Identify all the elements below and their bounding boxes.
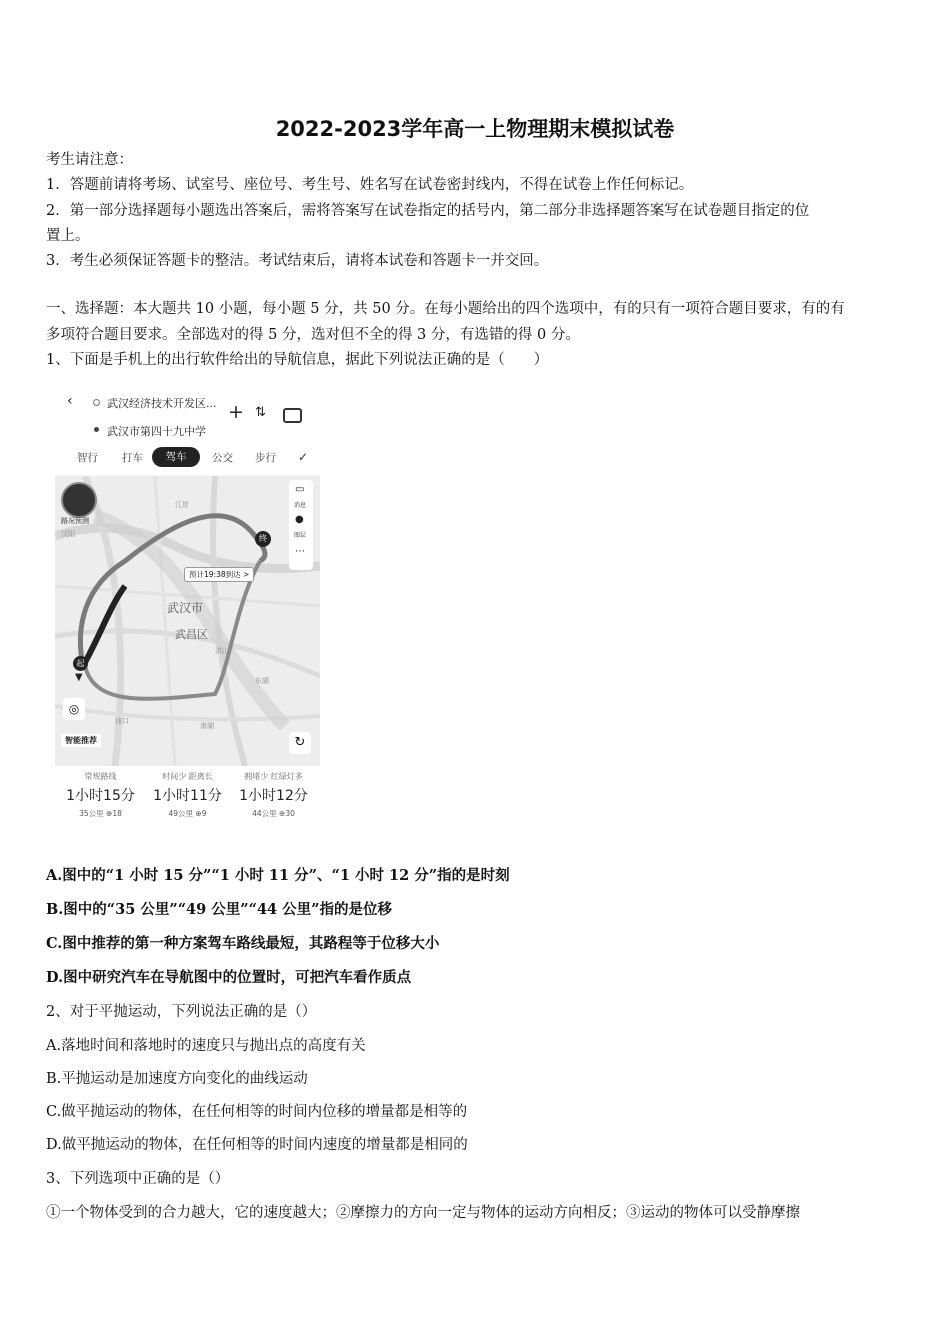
layer-label: 图层 xyxy=(294,532,307,539)
origin-dot-icon xyxy=(93,399,100,406)
route-options xyxy=(55,766,320,827)
question-2-option-d: D.做平抛运动的物体，在任何相等的时间内速度的增量都是相同的 xyxy=(46,1137,468,1153)
question-2-option-a: A.落地时间和落地时的速度只与抛出点的高度有关 xyxy=(46,1038,366,1054)
route-input-panel xyxy=(55,383,320,475)
route-option-distance: 44公里 ⊕30 xyxy=(252,809,295,818)
route-option-distance: 35公里 ⊕18 xyxy=(79,809,122,818)
back-icon: ‹ xyxy=(67,393,73,409)
district-label: 武昌区 xyxy=(175,628,208,641)
notice-item-1: 1．答题前请将考场、试室号、座位号、考生号、姓名写在试卷密封线内，不得在试卷上作任何标记。 xyxy=(46,177,694,193)
tab-smart: 智行 xyxy=(77,452,98,464)
tab-bus: 公交 xyxy=(212,452,233,464)
section-1-line-1: 一、选择题：本大题共 10 小题，每小题 5 分，共 50 分。在每小题给出的四个选项中，有的只有一项符合题目要求，有的有 xyxy=(46,301,845,317)
route-option-2 xyxy=(145,771,230,819)
destination-field: 武汉市第四十九中学 xyxy=(107,425,206,438)
question-2-stem: 2、对于平抛运动，下列说法正确的是（） xyxy=(46,1004,317,1020)
message-label: 消息 xyxy=(294,502,307,509)
question-1-option-b: B.图中的“35 公里”“49 公里”“44 公里”指的是位移 xyxy=(46,901,393,918)
tab-drive: 驾车 xyxy=(152,447,200,467)
speedometer-icon xyxy=(61,482,97,518)
swap-icon: ⇅ xyxy=(255,405,266,420)
area-label-6: 南湖 xyxy=(200,722,214,730)
route-option-tag: 常规路线 xyxy=(84,772,117,781)
route-option-1 xyxy=(58,771,143,819)
navigation-app-screenshot xyxy=(55,383,320,827)
area-label-2: 江岸 xyxy=(175,501,189,509)
page-title: 2022-2023学年高一上物理期末模拟试卷 xyxy=(275,117,675,141)
notice-item-2-line-2: 置上。 xyxy=(46,228,90,244)
message-icon: ▭ xyxy=(295,484,305,495)
travel-mode-tabs xyxy=(55,450,320,474)
eta-bubble: 预计19:38到达 > xyxy=(184,567,254,582)
traffic-forecast-label: 路况预测 xyxy=(61,517,89,525)
check-icon: ✓ xyxy=(298,450,309,464)
area-label-1: 汉阳 xyxy=(61,530,75,538)
route-option-time: 1小时15分 xyxy=(66,788,135,804)
question-1-stem: 1、下面是手机上的出行软件给出的导航信息，据此下列说法正确的是（ ） xyxy=(46,352,549,368)
smart-recommend-label: 智能推荐 xyxy=(61,734,101,747)
destination-dot-icon xyxy=(94,427,99,432)
locate-icon: ◎ xyxy=(63,698,85,720)
city-label: 武汉市 xyxy=(167,601,204,615)
area-label-4: 沌口 xyxy=(115,717,129,725)
question-2-option-b: B.平抛运动是加速度方向变化的曲线运动 xyxy=(46,1071,308,1087)
layer-icon: ● xyxy=(295,514,304,525)
end-marker: 终 xyxy=(255,531,271,547)
notice-item-3: 3．考生必须保证答题卡的整洁。考试结束后，请将本试卷和答题卡一并交回。 xyxy=(46,253,549,269)
origin-field: 武汉经济技术开发区... xyxy=(107,397,217,410)
question-1-option-d: D.图中研究汽车在导航图中的位置时，可把汽车看作质点 xyxy=(46,969,412,986)
section-1-line-2: 多项符合题目要求。全部选对的得 5 分，选对但不全的得 3 分，有选错的得 0 分。 xyxy=(46,327,580,343)
route-option-time: 1小时12分 xyxy=(239,788,308,804)
question-1-option-c: C.图中推荐的第一种方案驾车路线最短，其路程等于位移大小 xyxy=(46,935,440,952)
question-2-option-c: C.做平抛运动的物体，在任何相等的时间内位移的增量都是相等的 xyxy=(46,1104,468,1120)
area-label-5: 东湖 xyxy=(255,677,269,685)
route-option-3 xyxy=(231,771,316,819)
question-1-option-a: A.图中的“1 小时 15 分”“1 小时 11 分”、“1 小时 12 分”指的是时刻 xyxy=(46,867,510,884)
route-option-time: 1小时11分 xyxy=(153,788,222,804)
notice-item-2-line-1: 2．第一部分选择题每小题选出答案后，需将答案写在试卷指定的括号内，第二部分非选择题答案写在试卷题目指定的位 xyxy=(46,203,810,219)
start-marker: 起 xyxy=(73,656,88,671)
more-options-icon xyxy=(283,408,302,423)
tab-walk: 步行 xyxy=(255,452,276,464)
route-option-tag: 拥堵少 红绿灯多 xyxy=(244,772,303,781)
more-icon: ⋯ xyxy=(295,546,305,557)
map-graphic xyxy=(55,476,320,766)
route-map xyxy=(55,476,320,766)
route-option-tag: 时间少 距离长 xyxy=(162,772,213,781)
notice-heading: 考生请注意： xyxy=(46,152,133,168)
location-arrow-icon: ▼ xyxy=(75,672,83,683)
question-3-stem: 3、下列选项中正确的是（） xyxy=(46,1171,230,1187)
add-stop-icon: + xyxy=(228,401,244,423)
route-option-distance: 49公里 ⊕9 xyxy=(168,809,207,818)
refresh-icon: ↻ xyxy=(289,732,311,754)
question-3-line-1: ①一个物体受到的合力越大，它的速度越大；②摩擦力的方向一定与物体的运动方向相反；③运动的物体可以受静摩擦 xyxy=(46,1205,800,1221)
area-label-3: 洪山 xyxy=(215,647,229,655)
tab-taxi: 打车 xyxy=(122,452,143,464)
